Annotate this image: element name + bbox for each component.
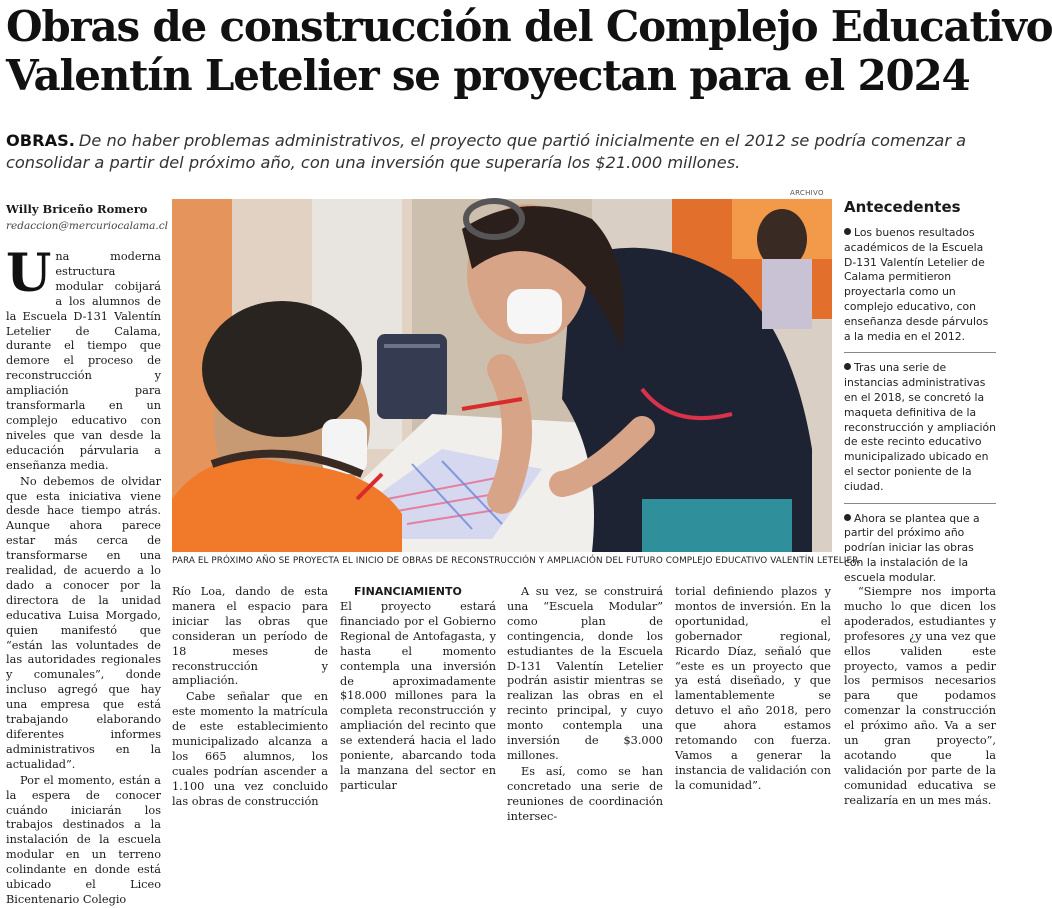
article-column-6 <box>844 585 996 807</box>
dropcap: U <box>6 243 52 304</box>
article-column-1 <box>6 243 161 906</box>
column1-paragraph-1: Una moderna estructura modular cobijará a los alumnos de la Escuela D-131 Valentín Letelier de Calama, durante el tiempo que demore el proceso de reconstrucción y ampliación para transformarla en un complejo educativo con niveles que van desde la educación párvularia a enseñanza media. <box>6 243 161 472</box>
column4-paragraph-2: Es así, como se han concretado una serie de reuniones de coordinación intersec- <box>507 764 663 823</box>
photo-credit: ARCHIVO <box>790 189 824 197</box>
byline-author: Willy Briceño Romero <box>6 202 148 216</box>
column2-paragraph-1: Río Loa, dando de esta manera el espacio para iniciar las obras que consideran un período de 18 meses de reconstrucción y ampliación. <box>172 585 328 688</box>
sidebar-item: Tras una serie de instancias administrativas en el 2018, se concretó la maqueta definitiva de la reconstrucción y ampliación de este recinto educativo municipalizado ubicado en el sector poniente de la ciudad. <box>844 361 996 503</box>
lede-text: De no haber problemas administrativos, el proyecto que partió inicialmente en el 2012 se podría comenzar a consolidar a partir del próximo año, con una inversión que superaría los $21.000 millones. <box>6 131 967 172</box>
article-column-2 <box>172 585 328 808</box>
byline <box>6 200 169 235</box>
column2-paragraph-2: Cabe señalar que en este momento la matrícula de este establecimiento municipalizado alcanza a los 665 alumnos, los cuales podrían ascender a 1.100 una vez concluido las obras de construcción <box>172 690 328 808</box>
column4-paragraph-1: A su vez, se construirá una “Escuela Modular” como plan de contingencia, donde los estudiantes de la Escuela D-131 Valentín Letelier podrán asistir mientras se realizan las obras en el recinto principal, y cuyo monto contempla una inversión de $3.000 millones. <box>507 585 663 762</box>
article-headline <box>6 2 1052 100</box>
article-column-5 <box>675 585 831 792</box>
sidebar-item: Los buenos resultados académicos de la Escuela D-131 Valentín Letelier de Calama permitieron proyectarla como un complejo educativo, con enseñanza desde párvulos a la media en el 2012. <box>844 226 996 353</box>
sidebar-item: Ahora se plantea que a partir del próximo año podrían iniciar las obras con la instalación de la escuela modular. <box>844 511 980 584</box>
bullet-icon <box>844 514 851 521</box>
article-column-4 <box>507 585 663 823</box>
sidebar-antecedentes <box>844 196 996 602</box>
section-subhead: FINANCIAMIENTO <box>354 585 462 598</box>
column1-paragraph-2: No debemos de olvidar que esta iniciativa viene desde hace tiempo atrás. Aunque ahora parece estar más cerca de transformarse en una realidad, de acuerdo a lo dado a conocer por la directora de la unidad educativa Luisa Morgado, quien manifestó que “están las voluntades de las autoridades regionales y comunales”, donde incluso agregó que hay una empresa que está trabajando elaborando diferentes informes administrativos en la actualidad”. <box>6 474 161 771</box>
photo-caption: PARA EL PRÓXIMO AÑO SE PROYECTA EL INICIO DE OBRAS DE RECONSTRUCCIÓN Y AMPLIACIÓN DEL FUTURO COMPLEJO EDUCATIVO VALENTÍN LETELIER. <box>172 556 861 566</box>
article-photo <box>172 199 832 552</box>
byline-email[interactable]: redaccion@mercuriocalama.cl <box>6 220 169 232</box>
bullet-icon <box>844 363 851 370</box>
photo-illustration <box>172 199 832 552</box>
column5-paragraph-1: torial definiendo plazos y montos de inversión. En la oportunidad, el gobernador regional, Ricardo Díaz, señaló que “este es un proyecto que ya está diseñado, y que lamentablemente se detuvo el año 2018, pero que ahora estamos retomando con fuerza. Vamos a generar la instancia de validación con la comunidad”. <box>675 585 831 792</box>
headline-line-1: Obras de construcción del Complejo Educativo <box>6 2 1052 51</box>
headline-line-2: Valentín Letelier se proyectan para el 2024 <box>6 51 970 100</box>
bullet-icon <box>844 228 851 235</box>
column1-paragraph-3: Por el momento, están a la espera de conocer cuándo iniciarán los trabajos destinados a la instalación de la escuela modular en un terreno colindante en donde está ubicado el Liceo Bicentenario Colegio <box>6 773 161 906</box>
sidebar-title: Antecedentes <box>844 198 961 216</box>
lede-kicker: OBRAS. <box>6 131 75 150</box>
article-column-3 <box>340 584 496 792</box>
column6-paragraph-1: “Siempre nos importa mucho lo que dicen los apoderados, estudiantes y profesores ¿y una vez que ellos validen este proyecto, vamos a pedir los permisos necesarios para que podamos comenzar la construcción el próximo año. Va a ser un gran proyecto”, acotando que la validación por parte de la comunidad educativa se realizaría en un mes más. <box>844 585 996 807</box>
column3-paragraph-1: El proyecto estará financiado por el Gobierno Regional de Antofagasta, y hasta el momento contempla una inversión de aproximadamente $18.000 millones para la completa reconstrucción y ampliación del recinto que se extenderá hacia el lado poniente, abarcando toda la manzana del sector en particular <box>340 600 496 792</box>
article-lede <box>6 130 996 174</box>
